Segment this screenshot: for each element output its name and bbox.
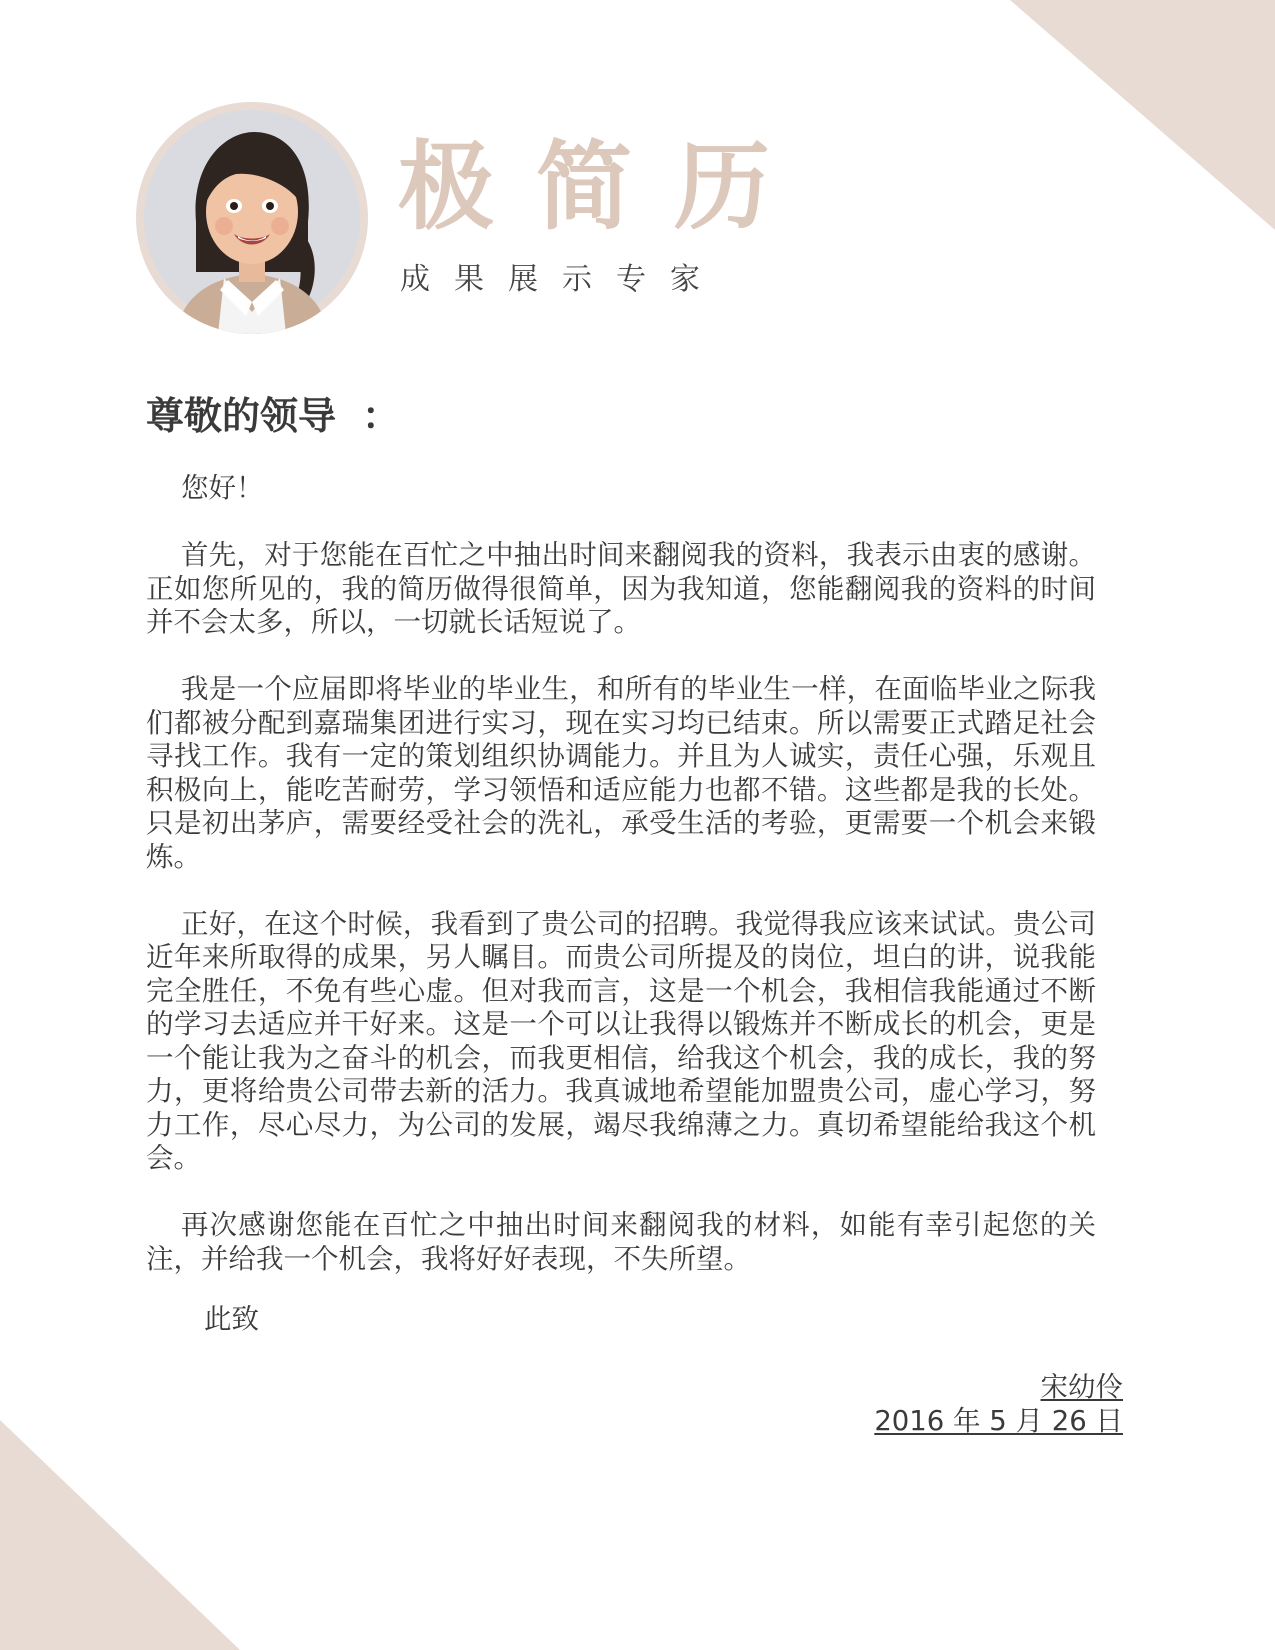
signature-date: 2016 年 5 月 26 日 (874, 1405, 1123, 1437)
letter-paragraph: 正好，在这个时候，我看到了贵公司的招聘。我觉得我应该来试试。贵公司近年来所取得的成果，另人瞩目。而贵公司所提及的岗位，坦白的讲，说我能完全胜任，不免有些心虚。但对我而言，这是一个机会，我相信我能通过不断的学习去适应并干好来。这是一个可以让我得以锻炼并不断成长的机会，更是一个能让我为之奋斗的机会，而我更相信，给我这个机会，我的成长，我的努力，更将给贵公司带去新的活力。我真诚地希望能加盟贵公司，虚心学习，努力工作，尽心尽力，为公司的发展，竭尽我绵薄之力。真切希望能给我这个机会。 (146, 907, 1096, 1174)
letter-closing: 此致 (204, 1303, 259, 1335)
signature-name: 宋幼伶 (1040, 1371, 1123, 1403)
letter-paragraph: 我是一个应届即将毕业的毕业生，和所有的毕业生一样，在面临毕业之际我们都被分配到嘉瑞集团进行实习，现在实习均已结束。所以需要正式踏足社会寻找工作。我有一定的策划组织协调能力。并且为人诚实，责任心强，乐观且积极向上，能吃苦耐劳，学习领悟和适应能力也都不错。这些都是我的长处。只是初出茅庐，需要经受社会的洗礼，承受生活的考验，更需要一个机会来锻炼。 (146, 673, 1096, 873)
corner-decoration-top-right (1010, 0, 1275, 230)
letter-paragraph: 首先，对于您能在百忙之中抽出时间来翻阅我的资料，我表示由衷的感谢。正如您所见的，我的简历做得很简单，因为我知道，您能翻阅我的资料的时间并不会太多，所以，一切就长话短说了。 (146, 539, 1096, 638)
letter-greeting: 您好！ (180, 472, 264, 504)
salutation-colon: ： (362, 394, 401, 438)
page-title: 极简历 (398, 131, 812, 243)
salutation-text: 尊敬的领导 (146, 394, 337, 438)
corner-decoration-bottom-left (0, 1420, 240, 1650)
avatar (136, 102, 368, 334)
letter-body (146, 472, 1096, 1310)
signature-block (874, 1370, 1123, 1438)
salutation (146, 392, 400, 440)
profile-photo-illustration (136, 102, 368, 334)
letter-paragraph: 再次感谢您能在百忙之中抽出时间来翻阅我的材料，如能有幸引起您的关注，并给我一个机会，我将好好表现，不失所望。 (146, 1209, 1096, 1275)
page-subtitle: 成果展示专家 (400, 262, 724, 297)
